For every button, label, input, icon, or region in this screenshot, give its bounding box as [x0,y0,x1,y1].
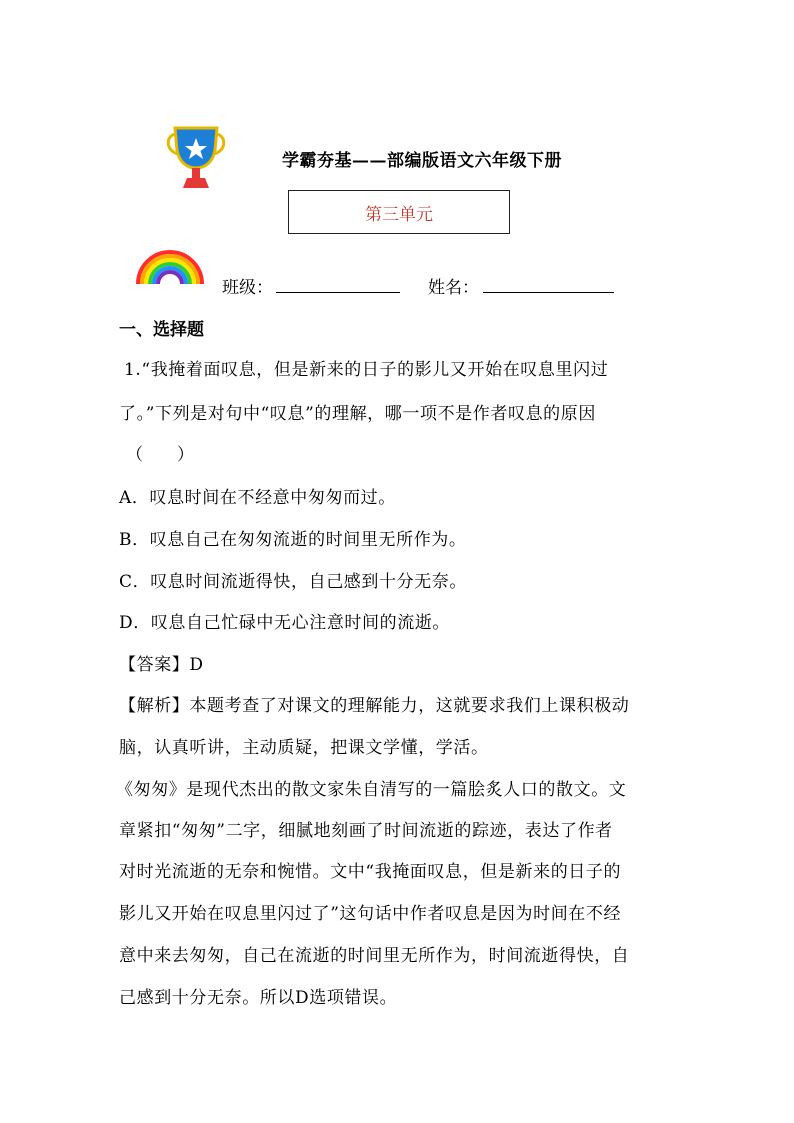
option-b: B．叹息自己在匆匆流逝的时间里无所作为。 [119,530,467,550]
analysis-line: 己感到十分无奈。所以D选项错误。 [119,988,398,1008]
analysis-line: 《匆匆》是现代杰出的散文家朱自清写的一篇脍炙人口的散文。文 [116,780,627,800]
option-a: A．叹息时间在不经意中匆匆而过。 [119,488,396,508]
unit-title-box: 第三单元 [288,190,510,234]
option-c: C．叹息时间流逝得快，自己感到十分无奈。 [119,572,468,592]
page-title: 学霸夯基——部编版语文六年级下册 [282,151,562,171]
analysis-line: 【解析】本题考查了对课文的理解能力，这就要求我们上课积极动 [119,696,630,716]
answer-text: 【答案】D [119,655,204,675]
section-title: 一、选择题 [119,320,204,340]
analysis-line: 章紧扣“匆匆”二字，细腻地刻画了时间流逝的踪迹，表达了作者 [119,821,613,841]
question-line: 1.“我掩着面叹息，但是新来的日子的影儿又开始在叹息里闪过 [124,360,609,380]
analysis-line: 脑，认真听讲，主动质疑，把课文学懂，学活。 [119,738,489,758]
class-field[interactable] [276,292,400,293]
option-d: D．叹息自己忙碌中无心注意时间的流逝。 [119,613,451,633]
question-line: 了。”下列是对句中“叹息”的理解，哪一项不是作者叹息的原因 [119,404,596,424]
name-field[interactable] [483,292,614,293]
class-label: 班级： [222,278,273,298]
analysis-line: 意中来去匆匆，自己在流逝的时间里无所作为，时间流逝得快，自 [119,946,630,966]
analysis-line: 对时光流逝的无奈和惋惜。文中“我掩面叹息，但是新来的日子的 [119,862,622,882]
analysis-line: 影儿又开始在叹息里闪过了”这句话中作者叹息是因为时间在不经 [119,904,622,924]
rainbow-icon [134,246,206,286]
name-label: 姓名： [428,278,479,298]
answer-bracket: （ ） [126,445,194,465]
trophy-icon [163,126,229,190]
